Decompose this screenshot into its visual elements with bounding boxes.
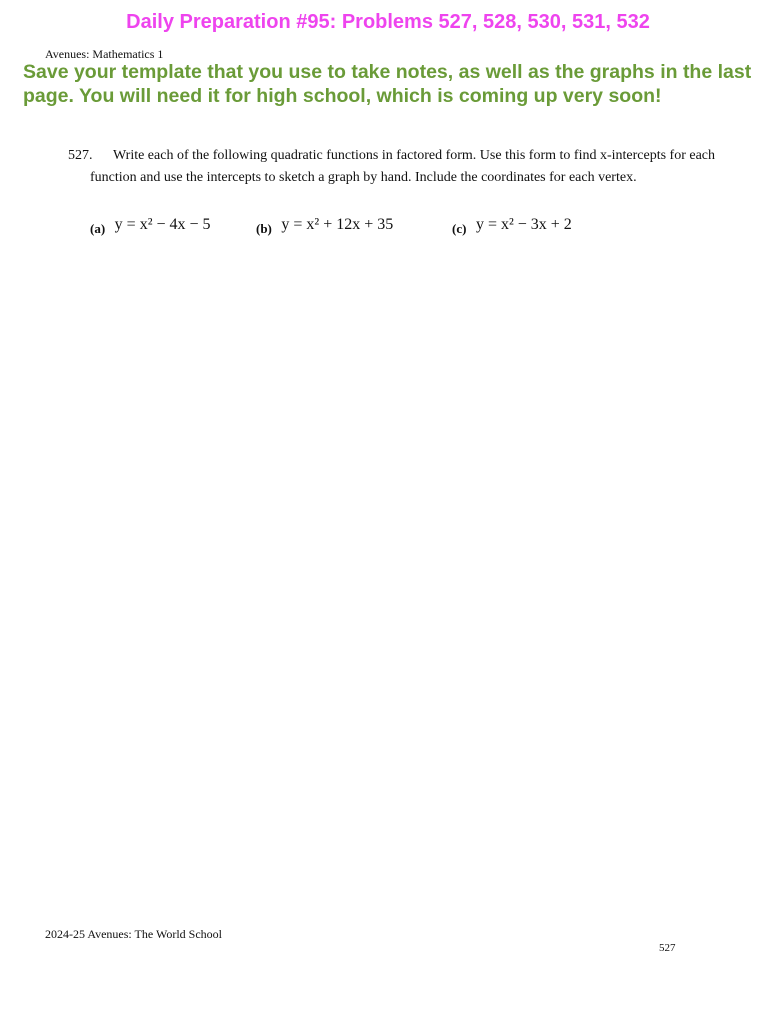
page-number: 527 bbox=[659, 942, 676, 954]
part-a bbox=[90, 216, 211, 234]
course-name: Avenues: Mathematics 1 bbox=[45, 47, 164, 61]
part-expression: y = x² + 12x + 35 bbox=[281, 216, 394, 233]
problem-number: 527. bbox=[68, 148, 93, 163]
part-b bbox=[256, 216, 393, 234]
part-label: (c) bbox=[452, 221, 467, 236]
part-c bbox=[452, 216, 572, 234]
footer-school: 2024-25 Avenues: The World School bbox=[45, 927, 223, 941]
part-label: (a) bbox=[90, 221, 106, 236]
part-expression: y = x² − 3x + 2 bbox=[475, 216, 572, 233]
part-label: (b) bbox=[256, 221, 272, 236]
page-title: Daily Preparation #95: Problems 527, 528, 530, 531, 532 bbox=[126, 11, 650, 33]
notice-text: Save your template that you use to take notes, as well as the graphs in the last page. You will need it for high school, which is coming up very soon! bbox=[23, 61, 752, 107]
problem-text: Write each of the following quadratic functions in factored form. Use this form to find x-intercepts for each function and use the intercepts to sketch a graph by hand. Include the coordinates for each vertex. bbox=[90, 148, 716, 185]
part-expression: y = x² − 4x − 5 bbox=[114, 216, 211, 233]
